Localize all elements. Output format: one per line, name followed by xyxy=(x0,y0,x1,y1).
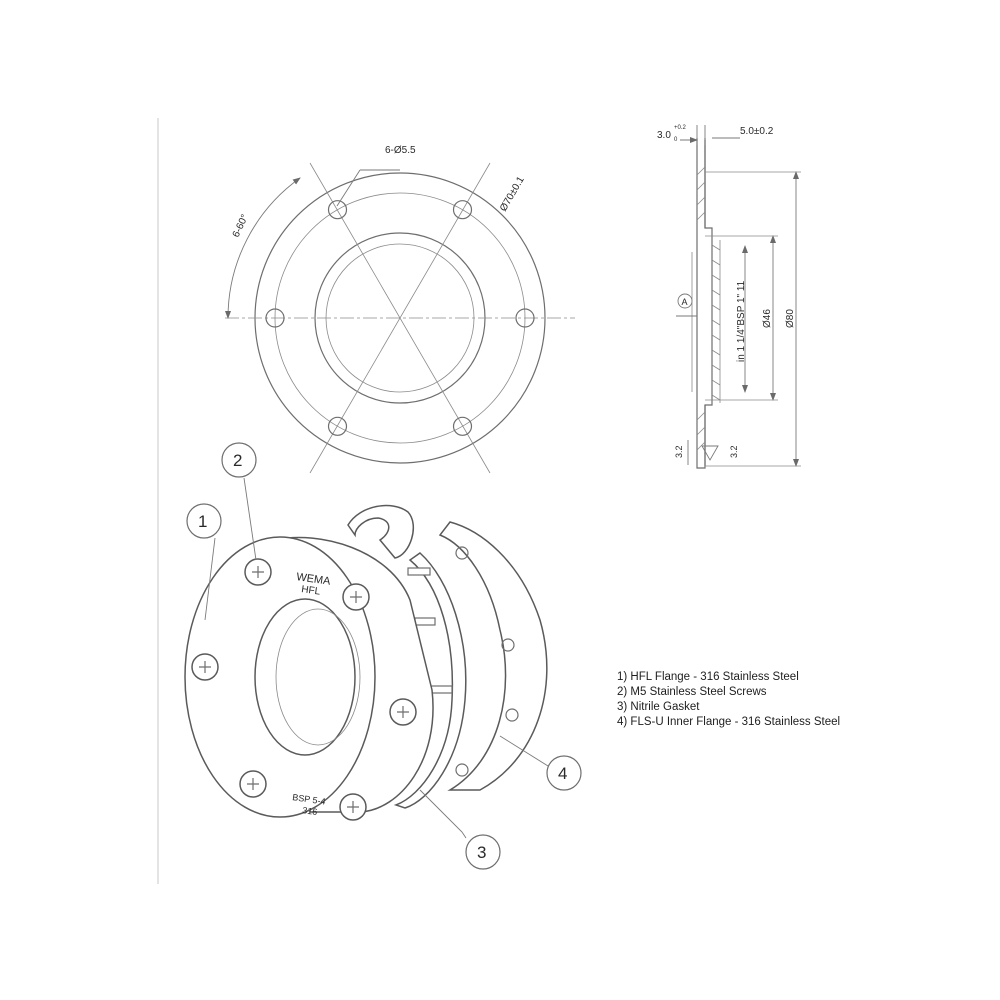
thread-label: in 1 1/4"BSP 1" 11 xyxy=(736,280,747,362)
step-left-label: 3.2 xyxy=(674,445,684,458)
legend-item-1: 1) HFL Flange - 316 Stainless Steel xyxy=(617,671,799,683)
angle-dimension-arc xyxy=(228,178,300,318)
pcd-dimension-label: Ø70±0.1 xyxy=(498,174,527,214)
front-view xyxy=(225,145,575,473)
callout-3-leader xyxy=(420,790,466,838)
bore-label: Ø46 xyxy=(762,309,773,328)
holes-dimension-label: 6-Ø5.5 xyxy=(385,145,416,156)
legend-item-4: 4) FLS-U Inner Flange - 316 Stainless Steel xyxy=(617,716,841,728)
callout-4-label: 4 xyxy=(558,764,568,783)
width-label: 5.0±0.2 xyxy=(740,126,774,137)
section-view xyxy=(657,125,801,468)
thickness-tol-lower: 0 xyxy=(674,137,678,143)
brand-marking: WEMA xyxy=(295,571,332,588)
material-marking: 316 xyxy=(301,805,318,818)
thread-marking: BSP 5-4 xyxy=(291,792,327,807)
outer-label: Ø80 xyxy=(785,309,796,328)
step-right-label: 3.2 xyxy=(729,445,739,458)
legend-item-3: 3) Nitrile Gasket xyxy=(617,701,700,713)
callout-1-label: 1 xyxy=(198,512,208,531)
thickness-tol-upper: +0.2 xyxy=(674,125,686,131)
datum-label: A xyxy=(681,297,688,307)
callout-2-label: 2 xyxy=(233,451,243,470)
flange-bore xyxy=(255,599,355,755)
thread-lines xyxy=(692,240,720,403)
model-marking: HFL xyxy=(300,584,321,598)
inner-flange-hole xyxy=(456,764,468,776)
legend-item-2: 2) M5 Stainless Steel Screws xyxy=(617,686,767,698)
thickness-label: 3.0 xyxy=(657,130,671,141)
angle-dimension-label: 6-60° xyxy=(230,212,251,240)
callout-3-label: 3 xyxy=(477,843,487,862)
section-hatching xyxy=(697,167,705,450)
assembly-view xyxy=(185,443,581,869)
